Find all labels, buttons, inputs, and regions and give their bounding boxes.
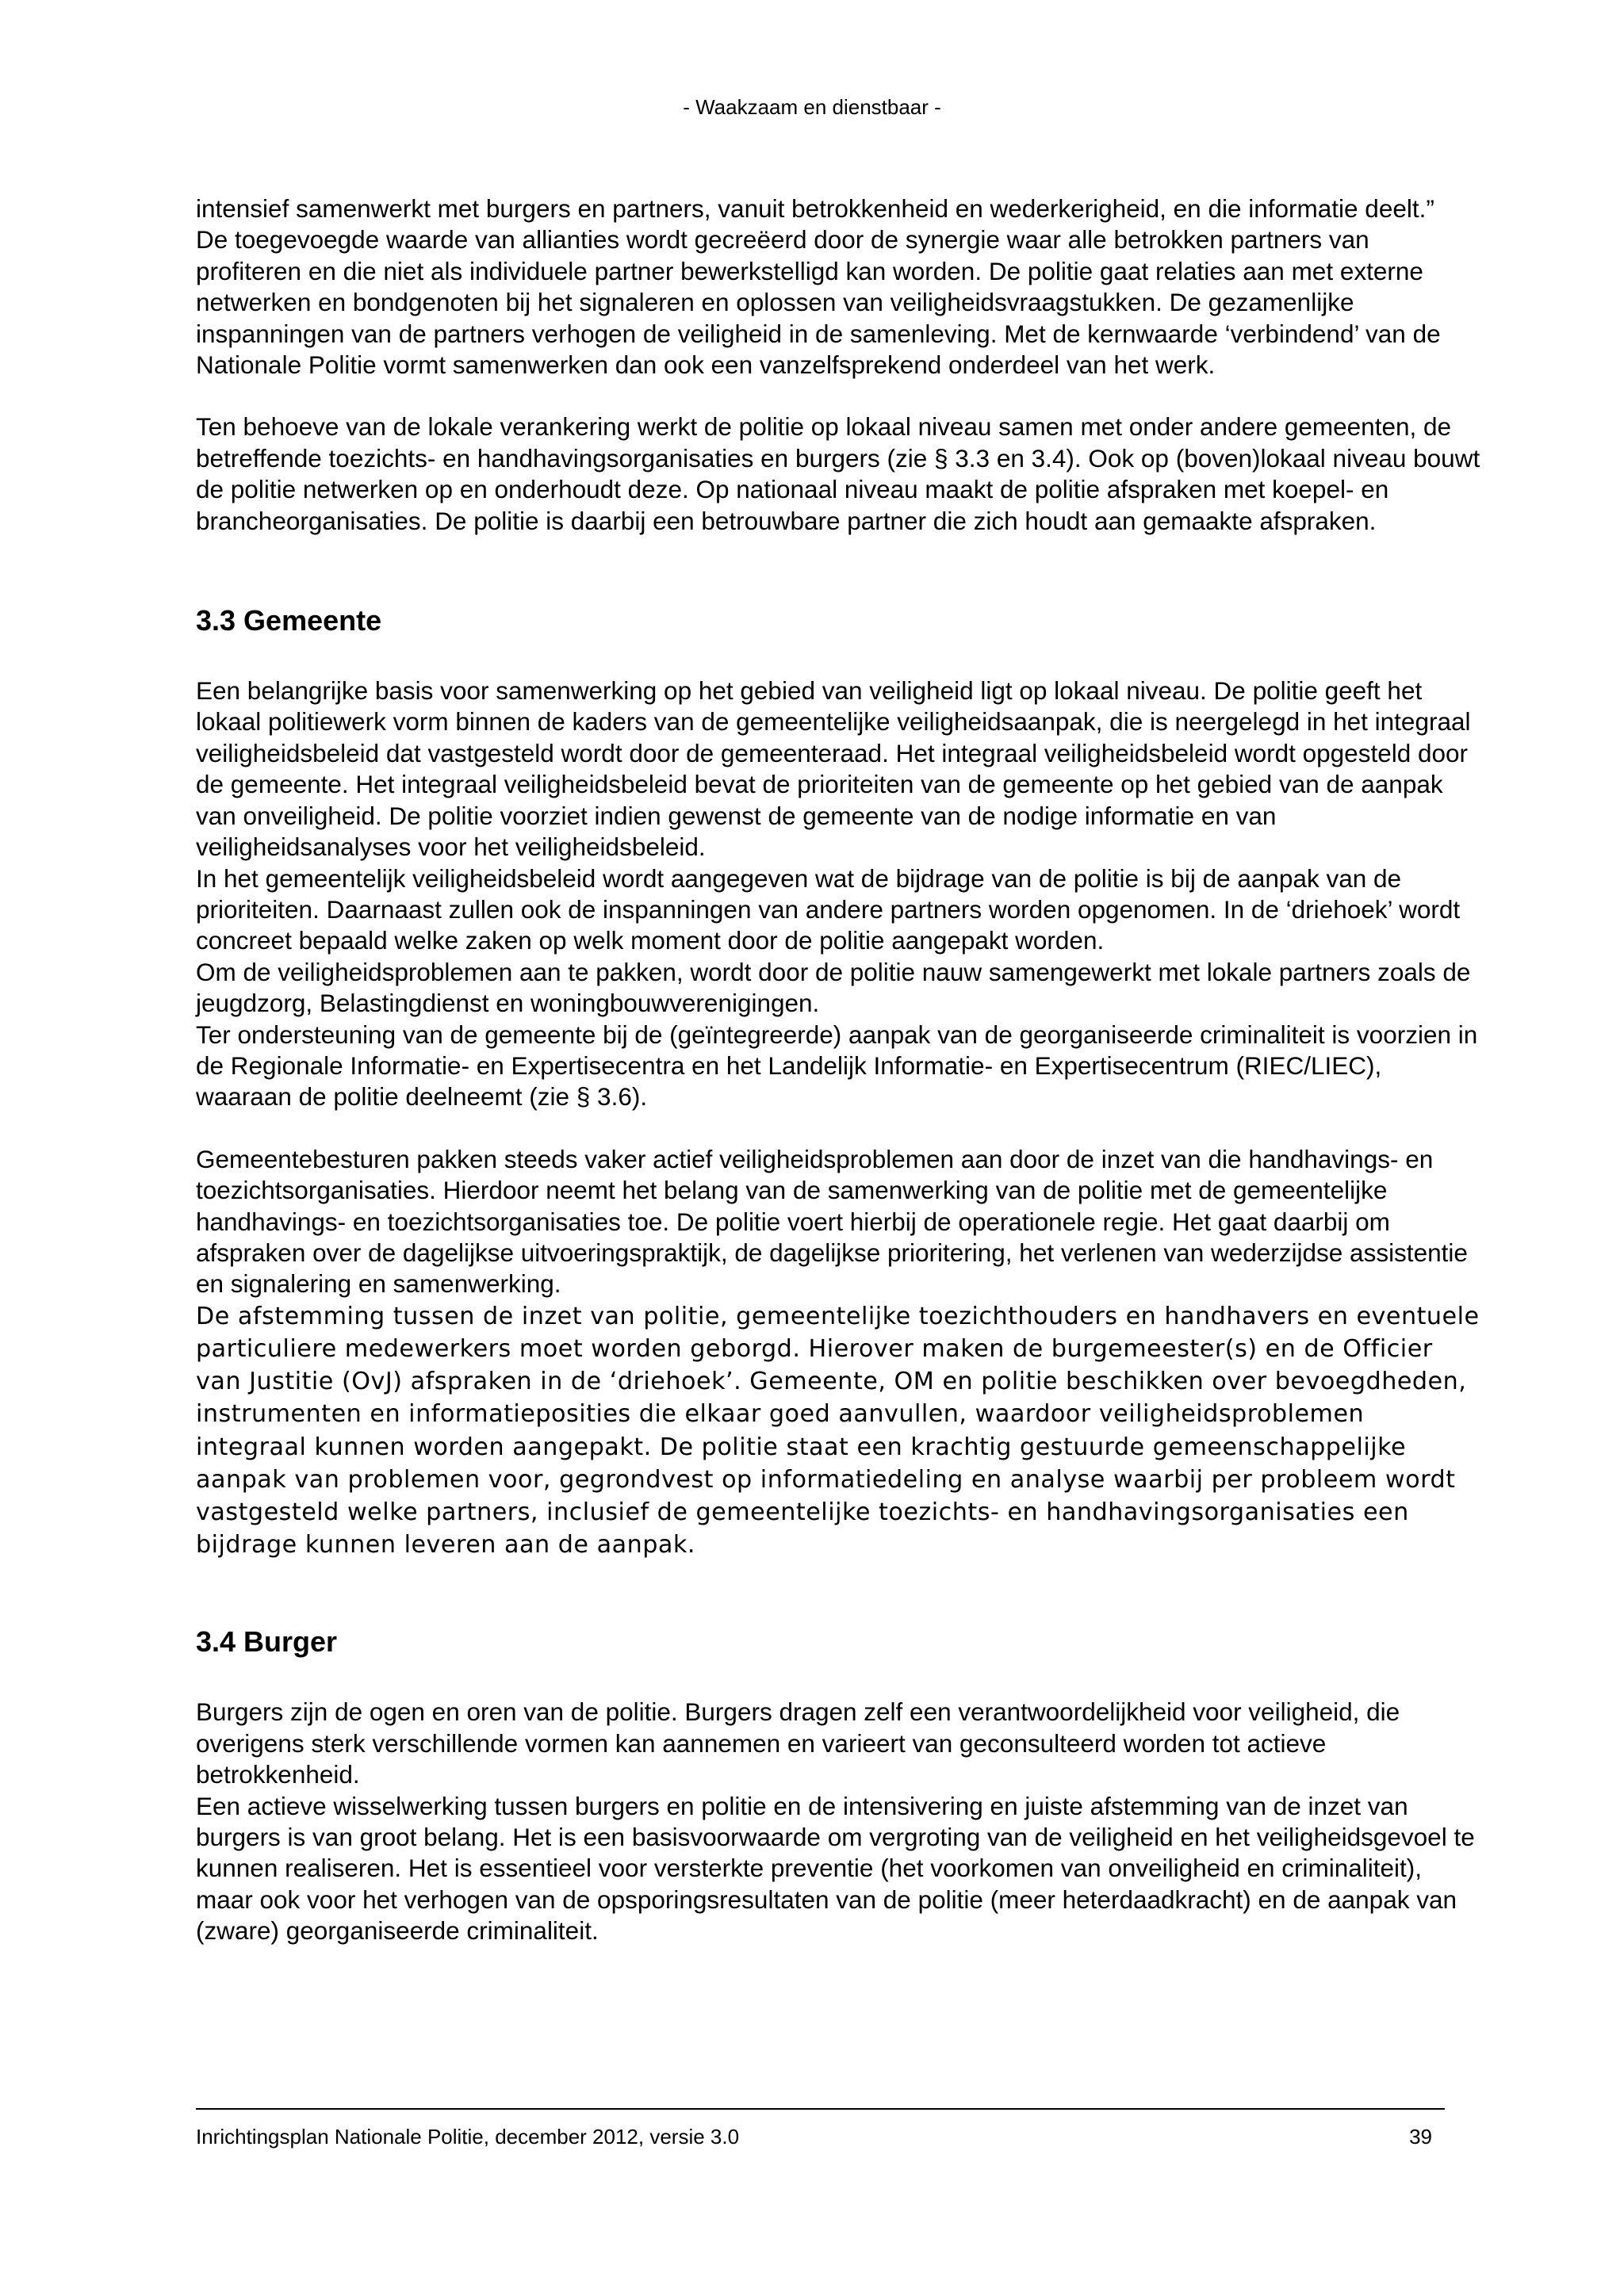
paragraph-gemeente-basis: Een belangrijke basis voor samenwerking op het gebied van veiligheid ligt op lokaal niveau. De politie geeft het lokaal politiewerk vorm binnen de kaders van de gemeentelijke veiligheidsaanpak, die is neergelegd in het integraal veiligheidsbeleid dat vastgesteld wordt door de gemeenteraad. Het integraal veiligheidsbeleid wordt opgesteld door de gemeente. Het integraal veiligheidsbeleid bevat de prioriteiten van de gemeente op het gebied van de aanpak van onveiligheid. De politie voorziet indien gewenst de gemeente van de nodige informatie en van veiligheidsanalyses voor het veiligheidsbeleid. (196, 676, 1471, 862)
paragraph-burgers-ogen: Burgers zijn de ogen en oren van de politie. Burgers dragen zelf een verantwoordelijkheid voor veiligheid, die overigens sterk verschillende vormen kan aannemen en varieert van geconsulteerd worden tot actieve betrokkenheid. (196, 1697, 1400, 1789)
footer-document-info: Inrichtingsplan Nationale Politie, december 2012, versie 3.0 (196, 2125, 740, 2149)
section-heading-gemeente: 3.3 Gemeente (196, 604, 382, 637)
page-number: 39 (1409, 2125, 1432, 2149)
paragraph-lokale-verankering: Ten behoeve van de lokale verankering werkt de politie op lokaal niveau samen met onder andere gemeenten, de betreffende toezichts- en handhavingsorganisaties en burgers (zie § 3.3 en 3.4). Ook op (boven)lokaal niveau bouwt de politie netwerken op en onderhoudt deze. Op nationaal niveau maakt de politie afspraken met koepel- en brancheorganisaties. De politie is daarbij een betrouwbare partner die zich houdt aan gemaakte afspraken. (196, 412, 1480, 535)
paragraph-gemeente-partners: Om de veiligheidsproblemen aan te pakken, wordt door de politie nauw samengewerkt met lokale partners zoals de jeugdzorg, Belastingdienst en woningbouwverenigingen. (196, 957, 1471, 1018)
paragraph-afstemming: De afstemming tussen de inzet van politie, gemeentelijke toezichthouders en handhavers en eventuele particuliere medewerkers moet worden geborgd. Hierover maken de burgemeester(s) en de Officier van Justitie (OvJ) afspraken in de ‘driehoek’. Gemeente, OM en politie beschikken over bevoegdheden, instrumenten en informatieposities die elkaar goed aanvullen, waardoor veiligheidsproblemen integraal kunnen worden aangepakt. De politie staat een krachtig gestuurde gemeenschappelijke aanpak van problemen voor, gegrondvest op informatiedeling en analyse waarbij per probleem wordt vastgesteld welke partners, inclusief de gemeentelijke toezichts- en handhavingsorganisaties een bijdrage kunnen leveren aan de aanpak. (196, 1302, 1480, 1559)
section-heading-burger: 3.4 Burger (196, 1625, 338, 1659)
footer-divider (196, 2108, 1445, 2110)
paragraph-gemeente-bijdrage: In het gemeentelijk veiligheidsbeleid wordt aangegeven wat de bijdrage van de politie is bij de aanpak van de prioriteiten. Daarnaast zullen ook de inspanningen van andere partners worden opgenomen. In de ‘driehoek’ wordt concreet bepaald welke zaken op welk moment door de politie aangepakt worden. (196, 863, 1461, 955)
paragraph-quote-end: intensief samenwerkt met burgers en partners, vanuit betrokkenheid en wederkerigheid, en die informatie deelt.” (196, 194, 1434, 223)
paragraph-gemeentebesturen: Gemeentebesturen pakken steeds vaker actief veiligheidsproblemen aan door de inzet van die handhavings- en toezichtsorganisaties. Hierdoor neemt het belang van de samenwerking van de politie met de gemeentelijke handhavings- en toezichtsorganisaties toe. De politie voert hierbij de operationele regie. Het gaat daarbij om afspraken over de dagelijkse uitvoeringspraktijk, de dagelijkse prioritering, het verlenen van wederzijdse assistentie en signalering en samenwerking. (196, 1144, 1468, 1299)
running-header: - Waakzaam en dienstbaar - (683, 95, 941, 119)
paragraph-gemeente-riec: Ter ondersteuning van de gemeente bij de (geïntegreerde) aanpak van de georganiseerde criminaliteit is voorzien in de Regionale Informatie- en Expertisecentra en het Landelijk Informatie- en Expertisecentrum (RIEC/LIEC), waaraan de politie deelneemt (zie § 3.6). (196, 1020, 1478, 1112)
paragraph-wisselwerking: Een actieve wisselwerking tussen burgers en politie en de intensivering en juiste afstemming van de inzet van burgers is van groot belang. Het is een basisvoorwaarde om vergroting van de veiligheid en het veiligheidsgevoel te kunnen realiseren. Het is essentieel voor versterkte preventie (het voorkomen van onveiligheid en criminaliteit), maar ook voor het verhogen van de opsporingsresultaten van de politie (meer heterdaadkracht) en de aanpak van (zware) georganiseerde criminaliteit. (196, 1791, 1475, 1946)
paragraph-allianties: De toegevoegde waarde van allianties wordt gecreëerd door de synergie waar alle betrokken partners van profiteren en die niet als individuele partner bewerkstelligd kan worden. De politie gaat relaties aan met externe netwerken en bondgenoten bij het signaleren en oplossen van veiligheidsvraagstukken. De gezamenlijke inspanningen van de partners verhogen de veiligheid in de samenleving. Met de kernwaarde ‘verbindend’ van de Nationale Politie vormt samenwerken dan ook een vanzelfsprekend onderdeel van het werk. (196, 225, 1441, 380)
page-body (196, 193, 1480, 1947)
